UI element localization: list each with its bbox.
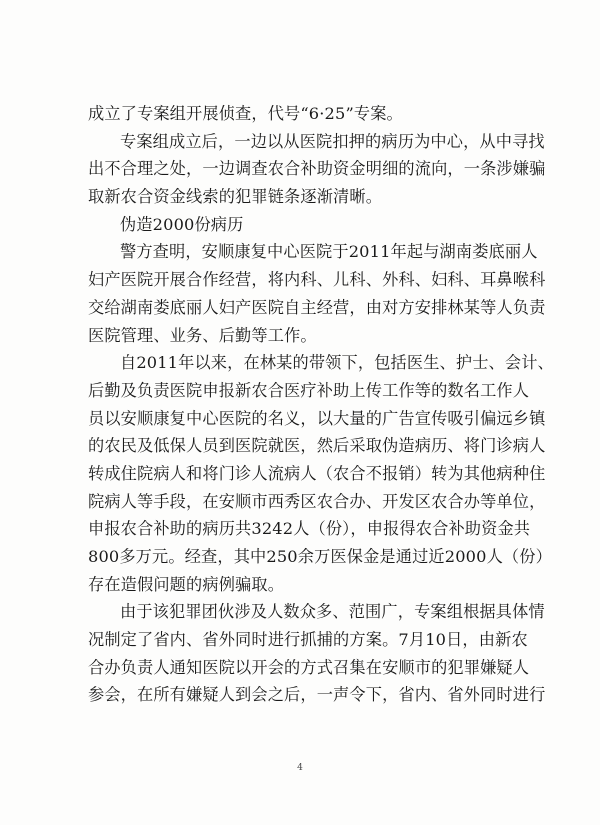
page-number: 4: [297, 763, 303, 773]
text-line: 合办负责人通知医院以开会的方式召集在安顺市的犯罪嫌疑人: [88, 657, 530, 677]
text-line: 医院管理、业务、后勤等工作。: [88, 325, 317, 345]
text-line: 存在造假问题的病例骗取。: [88, 574, 285, 594]
text-line: 妇产医院开展合作经营，将内科、儿科、外科、妇科、耳鼻喉科: [88, 270, 546, 290]
text-line: 成立了专案组开展侦查，代号“6·25”专案。: [88, 104, 403, 123]
section-heading: 伪造2000份病历: [120, 214, 244, 234]
text-line: 800多万元。经查，其中250余万医保金是通过近2000人（份）: [88, 547, 552, 566]
text-line: 专案组成立后，一边以从医院扣押的病历为中心，从中寻找: [120, 131, 545, 151]
document-body: [88, 100, 554, 709]
text-line: 由于该犯罪团伙涉及人数众多、范围广，专案组根据具体情: [120, 602, 545, 622]
text-line: 申报农合补助的病历共3242人（份），申报得农合补助资金共: [88, 519, 531, 539]
text-line: 自2011年以来，在林某的带领下，包括医生、护士、会计、: [120, 353, 554, 373]
text-line: 况制定了省内、省外同时进行抓捕的方案。7月10日，由新农: [88, 630, 528, 650]
text-line: 员以安顺康复中心医院的名义，以大量的广告宣传吸引偏远乡镇: [88, 408, 546, 428]
text-line: 的农民及低保人员到医院就医，然后采取伪造病历、将门诊病人: [88, 436, 546, 456]
text-line: 警方查明，安顺康复中心医院于2011年起与湖南娄底丽人: [120, 242, 538, 262]
text-line: 取新农合资金线索的犯罪链条逐渐清晰。: [88, 187, 383, 207]
text-line: 参会，在所有嫌疑人到会之后，一声令下，省内、省外同时进行: [88, 685, 546, 705]
text-line: 出不合理之处，一边调查农合补助资金明细的流向，一条涉嫌骗: [88, 159, 546, 179]
text-line: 后勤及负责医院申报新农合医疗补助上传工作等的数名工作人: [88, 380, 530, 400]
text-line: 院病人等手段，在安顺市西秀区农合办、开发区农合办等单位，: [88, 491, 546, 511]
text-line: 交给湖南娄底丽人妇产医院自主经营，由对方安排林某等人负责: [88, 297, 546, 317]
text-line: 转成住院病人和将门诊人流病人（农合不报销）转为其他病种住: [88, 463, 546, 483]
